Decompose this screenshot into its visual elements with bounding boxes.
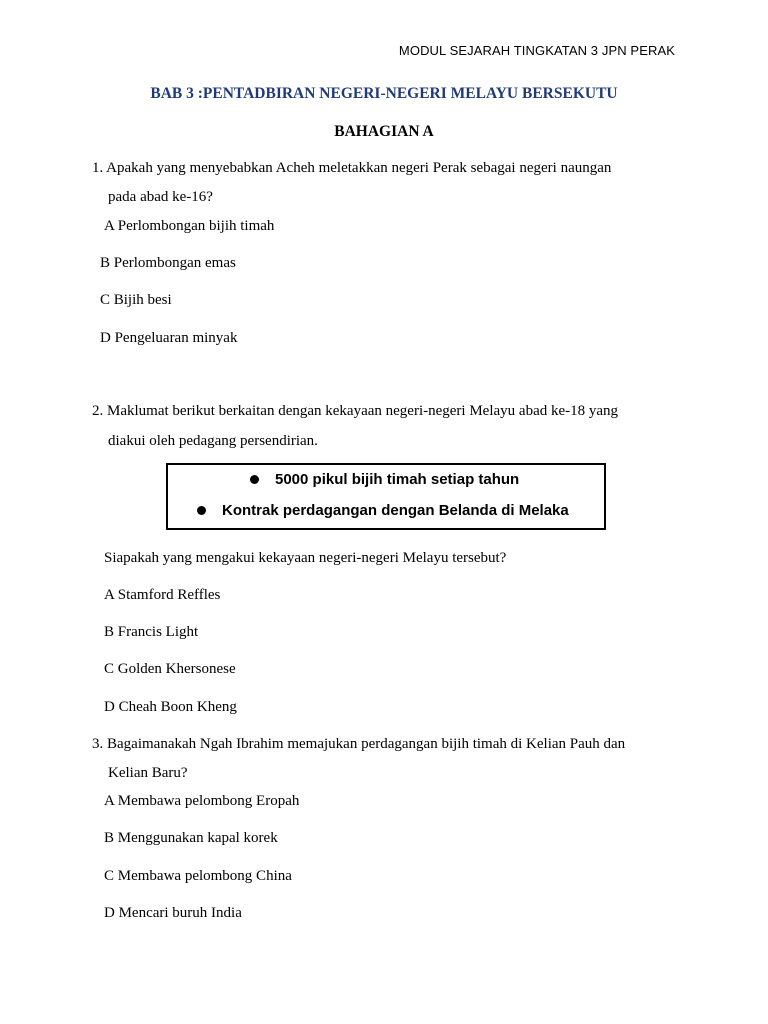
question-3-option-d: D Mencari buruh India: [104, 905, 242, 921]
question-2-line-1: 2. Maklumat berikut berkaitan dengan kekayaan negeri-negeri Melayu abad ke-18 yang: [92, 403, 619, 419]
bullet-icon: [250, 475, 259, 484]
question-1-line-1: 1. Apakah yang menyebabkan Acheh meletakkan negeri Perak sebagai negeri naungan: [92, 160, 612, 176]
running-header: MODUL SEJARAH TINGKATAN 3 JPN PERAK: [398, 43, 675, 58]
question-2-option-a: A Stamford Reffles: [104, 587, 221, 603]
info-box-item-text: 5000 pikul bijih timah setiap tahun: [275, 471, 520, 488]
question-2-option-b: B Francis Light: [104, 624, 199, 640]
question-3-line-2: Kelian Baru?: [108, 765, 188, 781]
question-1-option-c: C Bijih besi: [100, 292, 172, 308]
question-3-option-a: A Membawa pelombong Eropah: [104, 793, 300, 809]
question-2-option-c: C Golden Khersonese: [104, 661, 236, 677]
info-box: [166, 463, 606, 530]
question-1-option-a: A Perlombongan bijih timah: [104, 218, 275, 234]
question-1-option-d: D Pengeluaran minyak: [100, 330, 238, 346]
question-3-option-c: C Membawa pelombong China: [104, 868, 292, 884]
info-box-item: [250, 471, 519, 488]
question-3-option-b: B Menggunakan kapal korek: [104, 830, 278, 846]
info-box-item-text: Kontrak perdagangan dengan Belanda di Melaka: [222, 502, 569, 519]
section-heading: BAHAGIAN A: [334, 123, 434, 140]
question-2-option-d: D Cheah Boon Kheng: [104, 699, 237, 715]
question-2-line-2: diakui oleh pedagang persendirian.: [108, 433, 318, 449]
question-3-line-1: 3. Bagaimanakah Ngah Ibrahim memajukan perdagangan bijih timah di Kelian Pauh dan: [92, 736, 626, 752]
info-box-item: [197, 502, 569, 519]
question-1-line-2: pada abad ke-16?: [108, 189, 213, 205]
bullet-icon: [197, 506, 206, 515]
chapter-title: BAB 3 :PENTADBIRAN NEGERI-NEGERI MELAYU BERSEKUTU: [150, 85, 618, 102]
question-1-option-b: B Perlombongan emas: [100, 255, 236, 271]
question-2-stem: Siapakah yang mengakui kekayaan negeri-negeri Melayu tersebut?: [104, 550, 507, 566]
